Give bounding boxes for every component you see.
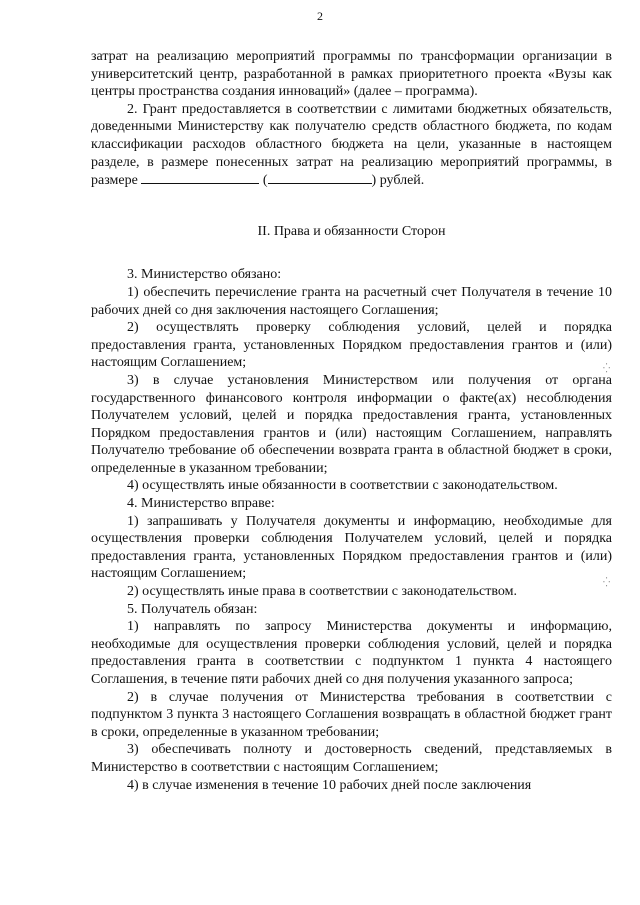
page-number: 2 [317,9,323,23]
paragraph-grant: 2. Грант предоставляется в соответствии с лимитами бюджетных обязательств, доведенными Министерству как получателю средств областного бюджета, по кодам классификации расходов областного бюджета на цели, указанные в настоящем разделе, в размере понесенных затрат на реализацию мероприятий программы, в размере ( ) рублей. [91,101,612,189]
clause: 1) направлять по запросу Министерства документы и информацию, необходимые для осуществления проверки соблюдения условий, целей и порядка предоставления гранта в соответствии с подпунктом 1 пункта 4 настоящего Соглашения, в течение пяти рабочих дней со дня получения указанного запроса; [91,619,612,687]
clause: 2) осуществлять иные права в соответствии с законодательством. [127,584,517,600]
clause: 4) осуществлять иные обязанности в соответствии с законодательством. [127,478,558,494]
clause: 2) в случае получения от Министерства требования в соответствии с подпунктом 3 пункта 3 настоящего Соглашения возвращать в областной бюджет грант в сроки, определенные в указанном требовании; [91,689,612,740]
clause: 4. Министерство вправе: [127,496,275,512]
amount-words-blank [268,171,372,184]
paragraph-grant-text: 2. Грант предоставляется в соответствии с лимитами бюджетных обязательств, доведенными Министерству как получателю средств областного бюджета, по кодам классификации расходов областного бюджета на цели, указанные в настоящем разделе, в размере понесенных затрат на реализацию мероприятий программы, в размере [91,101,612,189]
clause: 3) в случае установления Министерством или получения от органа государственного финансового контроля информации о факте(ах) несоблюдения Получателем условий, целей и порядка предоставления гранта, установленных Порядком предоставления грантов и (или) настоящим Соглашением, направлять Получателю требование об обеспечении возврата гранта в областной бюджет в сроки, определенные в указанном требовании; [91,372,612,476]
clause: 5. Получатель обязан: [127,601,258,617]
section-title: II. Права и обязанности Сторон [257,223,446,239]
body-text [91,48,612,794]
amount-blank [141,171,259,184]
clause: 4) в случае изменения в течение 10 рабочих дней после заключения [127,777,532,793]
clause: 3. Министерство обязано: [127,267,282,283]
clause: 3) обеспечивать полноту и достоверность сведений, представляемых в Министерство в соответствии с настоящим Соглашением; [91,742,612,775]
clause: 2) осуществлять проверку соблюдения условий, целей и порядка предоставления гранта, установленных Порядком предоставления грантов и (или) настоящим Соглашением; [91,320,612,371]
scan-speck: ⁛ [603,363,611,373]
scan-speck: ⁛ [603,577,611,587]
clause: 1) запрашивать у Получателя документы и информацию, необходимые для осуществления проверки соблюдения Получателем условий, целей и порядка предоставления гранта, установленных Порядком предоставления грантов и (или) настоящим Соглашением; [91,513,612,582]
clause: 1) обеспечить перечисление гранта на расчетный счет Получателя в течение 10 рабочих дней со дня заключения настоящего Соглашения; [91,284,612,318]
paragraph-grant-tail: рублей. [379,173,425,189]
paragraph-continuation: затрат на реализацию мероприятий программы по трансформации организации в университетский центр, разработанной в рамках приоритетного проекта «Вузы как центры пространства создания инноваций» (далее – программа). [91,49,612,100]
